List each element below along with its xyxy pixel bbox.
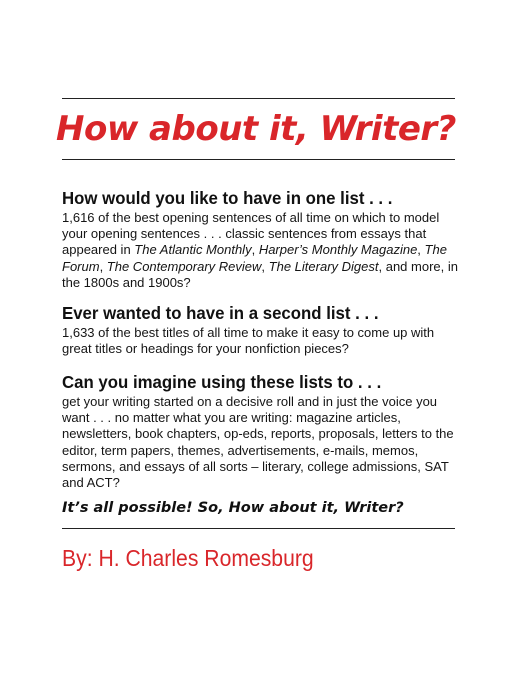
body-text: ,	[251, 242, 259, 258]
section-one-list	[62, 187, 462, 291]
title-underline-rule	[62, 159, 455, 160]
section-heading: Can you imagine using these lists to . . .	[62, 372, 382, 392]
author-byline: By: H. Charles Romesburg	[62, 545, 314, 571]
body-text: ,	[261, 258, 269, 274]
section-body	[62, 325, 462, 357]
section-body	[62, 210, 462, 291]
page-title: How about it, Writer?	[56, 109, 456, 149]
body-text: 1,616 of the best opening sentences of all time on which to model your opening sentences . . . classic sentences from essays that appeared in	[62, 210, 440, 258]
section-heading: How would you like to have in one list . . .	[62, 188, 393, 208]
body-text: get your writing started on a decisive roll and in just the voice you want . . . no matter what you are writing: magazine articles, newsletters, book chapters, op-eds, reports, proposals, letters to the editor, term papers, themes, advertisements, e-mails, memos, sermons, and essays of all sorts – literary, college admissions, SAT and ACT?	[62, 394, 454, 491]
section-heading: Ever wanted to have in a second list . . .	[62, 303, 379, 323]
magazine-name: The Atlantic Monthly	[134, 242, 252, 258]
bottom-rule	[62, 528, 455, 529]
magazine-name: The Contemporary Review	[106, 258, 262, 274]
section-body	[62, 394, 462, 491]
magazine-name: The Literary Digest	[268, 258, 379, 274]
section-second-list	[62, 302, 462, 357]
body-text: ,	[417, 242, 425, 258]
body-text: , and more, in the 1800s and 1900s?	[62, 258, 458, 290]
tagline: It’s all possible! So, How about it, Writer?	[62, 500, 404, 516]
magazine-name: Harper’s Monthly Magazine	[258, 242, 418, 258]
section-using-lists	[62, 371, 462, 491]
body-text: 1,633 of the best titles of all time to make it easy to come up with great titles or headings for your nonfiction pieces?	[62, 325, 435, 357]
body-text: ,	[99, 258, 107, 274]
top-rule	[62, 98, 455, 99]
magazine-name: The Forum	[62, 242, 447, 274]
